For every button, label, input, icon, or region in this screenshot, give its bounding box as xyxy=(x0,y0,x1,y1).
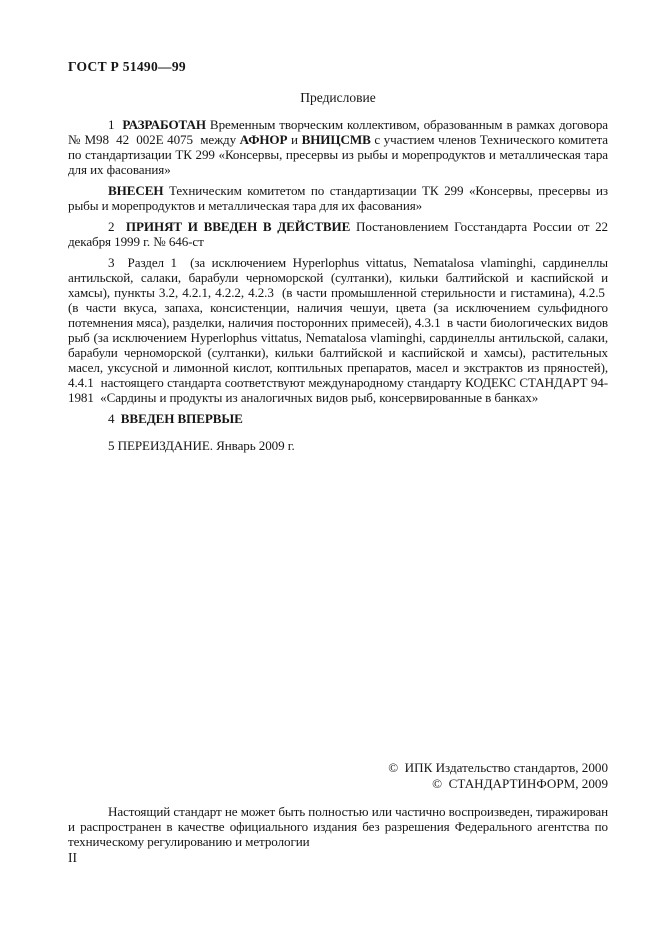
text-run: Постановлением Госстандарта России от 22 декабря 1999 г. № 646-ст xyxy=(68,219,608,249)
preface-paragraphs xyxy=(68,117,608,453)
text-run: с участием членов Технического комитета по стандартизации ТК 299 «Консервы, пресервы из рыбы и морепродуктов и металлическая тара для их фасования» xyxy=(68,132,608,177)
bold-text-run: ВНИЦСМВ xyxy=(301,132,371,147)
legal-notice: Настоящий стандарт не может быть полностью или частично воспроизведен, тиражирован и распространен в качестве официального издания без разрешения Федерального агентства по техническому регулированию и метрологии xyxy=(68,804,608,849)
page-title: Предисловие xyxy=(300,90,376,105)
text-run: 5 ПЕРЕИЗДАНИЕ. Январь 2009 г. xyxy=(108,438,295,453)
preface-paragraph xyxy=(68,438,608,453)
copyright-line-standartinform: © СТАНДАРТИНФОРМ, 2009 xyxy=(432,775,608,791)
text-run: 1 xyxy=(108,117,123,132)
preface-paragraph xyxy=(68,183,608,213)
text-run: 2 xyxy=(108,219,126,234)
preface-paragraph xyxy=(68,255,608,405)
preface-paragraph xyxy=(68,117,608,177)
bold-text-run: РАЗРАБОТАН xyxy=(122,117,206,132)
text-run: Техническим комитетом по стандартизации ТК 299 «Консервы, пресервы из рыбы и морепродуктов и металлическая тара для их фасования» xyxy=(68,183,608,213)
page-number: II xyxy=(68,850,77,865)
text-run: 4 xyxy=(108,411,121,426)
text-run: Временным творческим коллективом, образованным в рамках договора № М98 42 002Е 4075 между xyxy=(68,117,608,147)
bold-text-run: ВВЕДЕН ВПЕРВЫЕ xyxy=(120,411,243,426)
bold-text-run: ВНЕСЕН xyxy=(108,183,164,198)
preface-paragraph xyxy=(68,219,608,249)
copyright-line-ipk: © ИПК Издательство стандартов, 2000 xyxy=(388,760,608,775)
bold-text-run: ПРИНЯТ И ВВЕДЕН В ДЕЙСТВИЕ xyxy=(125,219,351,234)
text-run: 3 Раздел 1 (за исключением Hyperlophus vittatus, Nematalosa vlaminghi, сардинеллы антильской, салаки, барабули черноморской (султанки), кильки балтийской и каспийской и хамсы), пункты 3.2, 4.2.1, 4.2.2, 4.2.3 (в части промышленной стерильности и гистамина), 4.2.5 (в части вкуса, запаха, консистенции, наличия чешуи, цвета (за исключением сульфидного потемнения мяса), разделки, наличия посторонних примесей), 4.3.1 в части биологических видов рыб (за исключением Hyperlophus vittatus, Nematalosa vlaminghi, сардинеллы антильской, салаки, барабули черноморской (султанки), кильки балтийской и каспийской и хамсы), растительных масел, уксусной и лимонной кислот, коптильных препаратов, масел и экстрактов из пряностей), 4.4.1 настоящего стандарта соответствуют международному стандарту КОДЕКС СТАНДАРТ 94-1981 «Сардины и продукты из аналогичных видов рыб, консервированные в банках» xyxy=(68,255,608,405)
doc-number: ГОСТ Р 51490—99 xyxy=(68,59,186,74)
text-run: и xyxy=(287,132,302,147)
bold-text-run: АФНОР xyxy=(239,132,288,147)
preface-paragraph xyxy=(68,411,608,426)
copyright-block xyxy=(68,760,608,791)
